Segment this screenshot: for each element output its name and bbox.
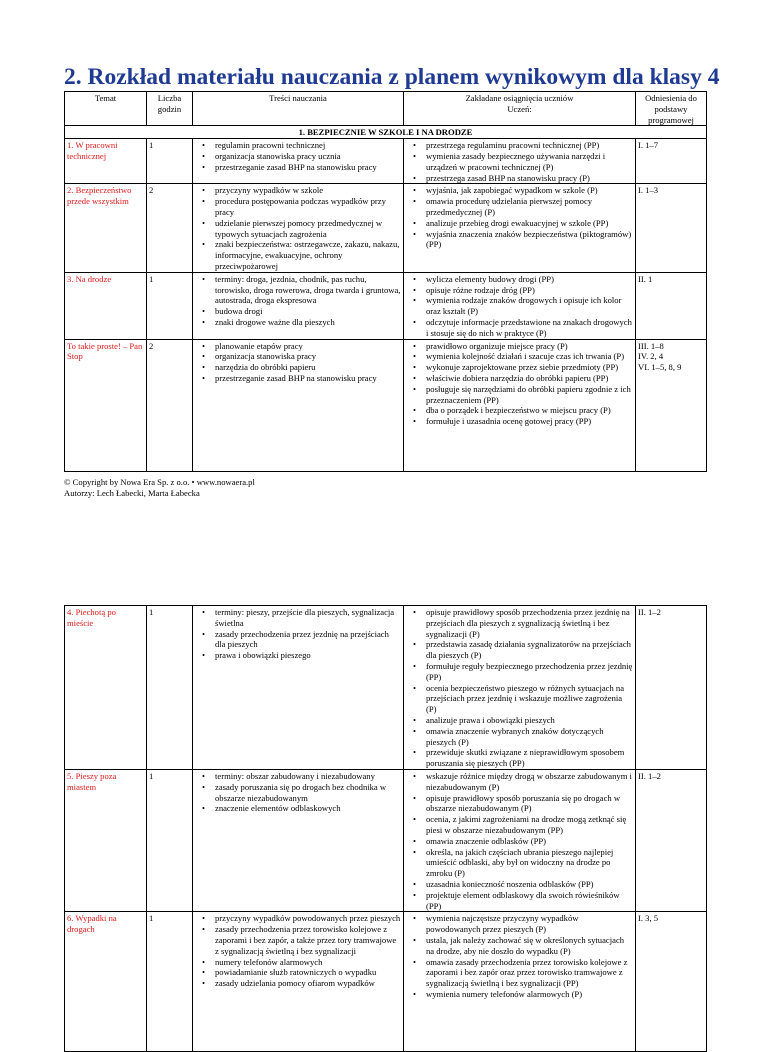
list-item: • wymienia rodzaje znaków drogowych i opisuje ich kolor oraz kształt (P) — [426, 295, 633, 317]
cell-osiagniecia — [404, 339, 636, 471]
cell-temat: 4. Piechotą po mieście — [65, 606, 147, 770]
cell-temat: 1. W pracowni technicznej — [65, 139, 147, 184]
osiagniecia-list — [406, 274, 633, 339]
cell-odniesienia: I. 1–3 — [636, 184, 707, 272]
list-item: • organizacja stanowiska pracy — [215, 351, 401, 362]
cell-osiagniecia — [404, 184, 636, 272]
osiagniecia-list — [406, 607, 633, 769]
list-item: • wyjaśnia znaczenia znaków bezpieczeństwa (piktogramów) (PP) — [426, 229, 633, 251]
plan-table-2 — [64, 605, 707, 1052]
cell-liczba-godzin: 1 — [147, 272, 193, 339]
list-item: • dba o porządek i bezpieczeństwo w miejscu pracy (P) — [426, 405, 633, 416]
table-row — [65, 770, 707, 912]
list-item: • zasady przechodzenia przez torowisko kolejowe z zaporami i bez zapór, a także przez tory tramwajowe z sygnalizacją świetlną i bez sygnalizacji — [215, 924, 401, 956]
tresci-list — [195, 607, 401, 661]
cell-tresci — [193, 139, 404, 184]
osiagniecia-list — [406, 140, 633, 183]
list-item: • przestrzega regulaminu pracowni technicznej (PP) — [426, 140, 633, 151]
cell-liczba-godzin: 1 — [147, 912, 193, 1052]
list-item: • opisuje prawidłowy sposób przechodzenia przez jezdnię na przejściach dla pieszych z sygnalizacją świetlną i bez sygnalizacji (P) — [426, 607, 633, 639]
table-row — [65, 139, 707, 184]
list-item: • opisuje prawidłowy sposób poruszania się po drogach w obszarze niezabudowanym (P) — [426, 793, 633, 815]
cell-tresci — [193, 912, 404, 1052]
cell-osiagniecia — [404, 606, 636, 770]
list-item: • określa, na jakich częściach ubrania pieszego najlepiej umieścić odblaski, aby był on widoczny na drodze po zmroku (P) — [426, 847, 633, 879]
list-item: • omawia znaczenie odblasków (PP) — [426, 836, 633, 847]
cell-osiagniecia — [404, 272, 636, 339]
list-item: • omawia zasady przechodzenia przez torowisko kolejowe z zaporami i bez zapór oraz przez torowisko tramwajowe z sygnalizacją świetlną i bez sygnalizacji (PP) — [426, 957, 633, 989]
header-temat: Temat — [65, 92, 147, 126]
list-item: • terminy: obszar zabudowany i niezabudowany — [215, 771, 401, 782]
cell-liczba-godzin: 2 — [147, 339, 193, 471]
authors-line: Autorzy: Lech Łabecki, Marta Łabecka — [64, 487, 200, 498]
tresci-list — [195, 140, 401, 172]
list-item: • wymienia najczęstsze przyczyny wypadków powodowanych przez pieszych (P) — [426, 913, 633, 935]
list-item: • projektuje element odblaskowy dla swoich rówieśników (PP) — [426, 890, 633, 912]
list-item: • ocenia, z jakimi zagrożeniami na drodze mogą zetknąć się piesi w obszarze niezabudowanym (PP) — [426, 814, 633, 836]
header-odniesienia: Odniesienia do podstawy programowej — [636, 92, 707, 126]
list-item: • zasady poruszania się po drogach bez chodnika w obszarze niezabudowanym — [215, 782, 401, 804]
list-item: • powiadamianie służb ratowniczych o wypadku — [215, 967, 401, 978]
cell-odniesienia: I. 3, 5 — [636, 912, 707, 1052]
copyright-footer — [64, 477, 255, 498]
list-item: • planowanie etapów pracy — [215, 341, 401, 352]
osiagniecia-list — [406, 185, 633, 250]
list-item: • zasady przechodzenia przez jezdnię na przejściach dla pieszych — [215, 629, 401, 651]
cell-tresci — [193, 272, 404, 339]
list-item: • ustala, jak należy zachować się w określonych sytuacjach na drodze, aby nie doszło do wypadku (P) — [426, 935, 633, 957]
header-osiagniecia: Zakładane osiągnięcia uczniów Uczeń: — [404, 92, 636, 126]
list-item: • właściwie dobiera narzędzia do obróbki papieru (PP) — [426, 373, 633, 384]
list-item: • przyczyny wypadków powodowanych przez pieszych — [215, 913, 401, 924]
list-item: • analizuje prawa i obowiązki pieszych — [426, 715, 633, 726]
tresci-list — [195, 771, 401, 814]
list-item: • wymienia numery telefonów alarmowych (P) — [426, 989, 633, 1000]
table-row — [65, 339, 707, 471]
table-row — [65, 606, 707, 770]
list-item: • formułuje reguły bezpiecznego przechodzenia przez jezdnię (PP) — [426, 661, 633, 683]
list-item: • wymienia zasady bezpiecznego używania narzędzi i urządzeń w pracowni technicznej (P) — [426, 151, 633, 173]
list-item: • narzędzia do obróbki papieru — [215, 362, 401, 373]
copyright-line: © Copyright by Nowa Era Sp. z o.o. • www.nowaera.pl — [64, 477, 255, 487]
table-row — [65, 184, 707, 272]
cell-temat: 6. Wypadki na drogach — [65, 912, 147, 1052]
list-item: • analizuje przebieg drogi ewakuacyjnej w szkole (PP) — [426, 218, 633, 229]
list-item: • omawia procedurę udzielania pierwszej pomocy przedmedycznej (P) — [426, 196, 633, 218]
list-item: • przewiduje skutki związane z nieprawidłowym sposobem poruszania się pieszych (PP) — [426, 747, 633, 769]
list-item: • budowa drogi — [215, 306, 401, 317]
cell-tresci — [193, 770, 404, 912]
osiagniecia-list — [406, 341, 633, 427]
list-item: • prawa i obowiązki pieszego — [215, 650, 401, 661]
list-item: • przestrzeganie zasad BHP na stanowisku pracy — [215, 162, 401, 173]
list-item: • ocenia bezpieczeństwo pieszego w różnych sytuacjach na przejściach przez jezdnię i wskazuje możliwe zagrożenia (P) — [426, 683, 633, 715]
list-item: • formułuje i uzasadnia ocenę gotowej pracy (PP) — [426, 416, 633, 427]
cell-temat: To takie proste! – Pan Stop — [65, 339, 147, 471]
cell-osiagniecia — [404, 139, 636, 184]
table-row — [65, 912, 707, 1052]
cell-osiagniecia — [404, 912, 636, 1052]
plan-table-1 — [64, 91, 707, 472]
page-title: 2. Rozkład materiału nauczania z planem wynikowym dla klasy 4 — [64, 64, 720, 90]
list-item: • odczytuje informacje przedstawione na znakach drogowych i stosuje się do nich w praktyce (P) — [426, 317, 633, 339]
list-item: • omawia znaczenie wybranych znaków dotyczących pieszych (P) — [426, 726, 633, 748]
cell-liczba-godzin: 1 — [147, 606, 193, 770]
list-item: • wymienia kolejność działań i szacuje czas ich trwania (P) — [426, 351, 633, 362]
list-item: • przyczyny wypadków w szkole — [215, 185, 401, 196]
list-item: • udzielanie pierwszej pomocy przedmedycznej w typowych sytuacjach zagrożenia — [215, 218, 401, 240]
cell-liczba-godzin: 2 — [147, 184, 193, 272]
osiagniecia-list — [406, 913, 633, 999]
tresci-list — [195, 274, 401, 328]
list-item: • regulamin pracowni technicznej — [215, 140, 401, 151]
cell-tresci — [193, 184, 404, 272]
cell-liczba-godzin: 1 — [147, 139, 193, 184]
list-item: • posługuje się narzędziami do obróbki papieru zgodnie z ich przeznaczeniem (PP) — [426, 384, 633, 406]
list-item: • przestrzeganie zasad BHP na stanowisku pracy — [215, 373, 401, 384]
cell-tresci — [193, 339, 404, 471]
list-item: • wylicza elementy budowy drogi (PP) — [426, 274, 633, 285]
header-liczba-godzin: Liczba godzin — [147, 92, 193, 126]
cell-liczba-godzin: 1 — [147, 770, 193, 912]
cell-odniesienia: II. 1–2 — [636, 606, 707, 770]
list-item: • organizacja stanowiska pracy ucznia — [215, 151, 401, 162]
list-item: • prawidłowo organizuje miejsce pracy (P) — [426, 341, 633, 352]
table-row — [65, 272, 707, 339]
tresci-list — [195, 341, 401, 384]
list-item: • przedstawia zasadę działania sygnalizatorów na przejściach dla pieszych (P) — [426, 639, 633, 661]
list-item: • znaczenie elementów odblaskowych — [215, 803, 401, 814]
list-item: • znaki drogowe ważne dla pieszych — [215, 317, 401, 328]
cell-odniesienia: III. 1–8 IV. 2, 4 VI. 1–5, 8, 9 — [636, 339, 707, 471]
tresci-list — [195, 913, 401, 989]
cell-odniesienia: I. 1–7 — [636, 139, 707, 184]
list-item: • znaki bezpieczeństwa: ostrzegawcze, zakazu, nakazu, informacyjne, ewakuacyjne, ochrony przeciwpożarowej — [215, 239, 401, 271]
header-tresci: Treści nauczania — [193, 92, 404, 126]
list-item: • wyjaśnia, jak zapobiegać wypadkom w szkole (P) — [426, 185, 633, 196]
list-item: • terminy: pieszy, przejście dla pieszych, sygnalizacja świetlna — [215, 607, 401, 629]
list-item: • zasady udzielania pomocy ofiarom wypadków — [215, 978, 401, 989]
list-item: • przestrzega zasad BHP na stanowisku pracy (P) — [426, 173, 633, 184]
section-heading: 1. BEZPIECZNIE W SZKOLE I NA DRODZE — [65, 126, 707, 139]
list-item: • terminy: droga, jezdnia, chodnik, pas ruchu, torowisko, droga rowerowa, droga twarda i gruntowa, autostrada, droga ekspresowa — [215, 274, 401, 306]
list-item: • opisuje różne rodzaje dróg (PP) — [426, 285, 633, 296]
list-item: • procedura postępowania podczas wypadków przy pracy — [215, 196, 401, 218]
cell-osiagniecia — [404, 770, 636, 912]
cell-temat: 3. Na drodze — [65, 272, 147, 339]
cell-odniesienia: II. 1–2 — [636, 770, 707, 912]
cell-temat: 2. Bezpieczeństwo przede wszystkim — [65, 184, 147, 272]
cell-temat: 5. Pieszy poza miastem — [65, 770, 147, 912]
osiagniecia-list — [406, 771, 633, 911]
cell-tresci — [193, 606, 404, 770]
cell-odniesienia: II. 1 — [636, 272, 707, 339]
list-item: • wykonuje zaprojektowane przez siebie przedmioty (PP) — [426, 362, 633, 373]
list-item: • wskazuje różnice między drogą w obszarze zabudowanym i niezabudowanym (P) — [426, 771, 633, 793]
tresci-list — [195, 185, 401, 271]
list-item: • uzasadnia konieczność noszenia odblasków (PP) — [426, 879, 633, 890]
list-item: • numery telefonów alarmowych — [215, 957, 401, 968]
